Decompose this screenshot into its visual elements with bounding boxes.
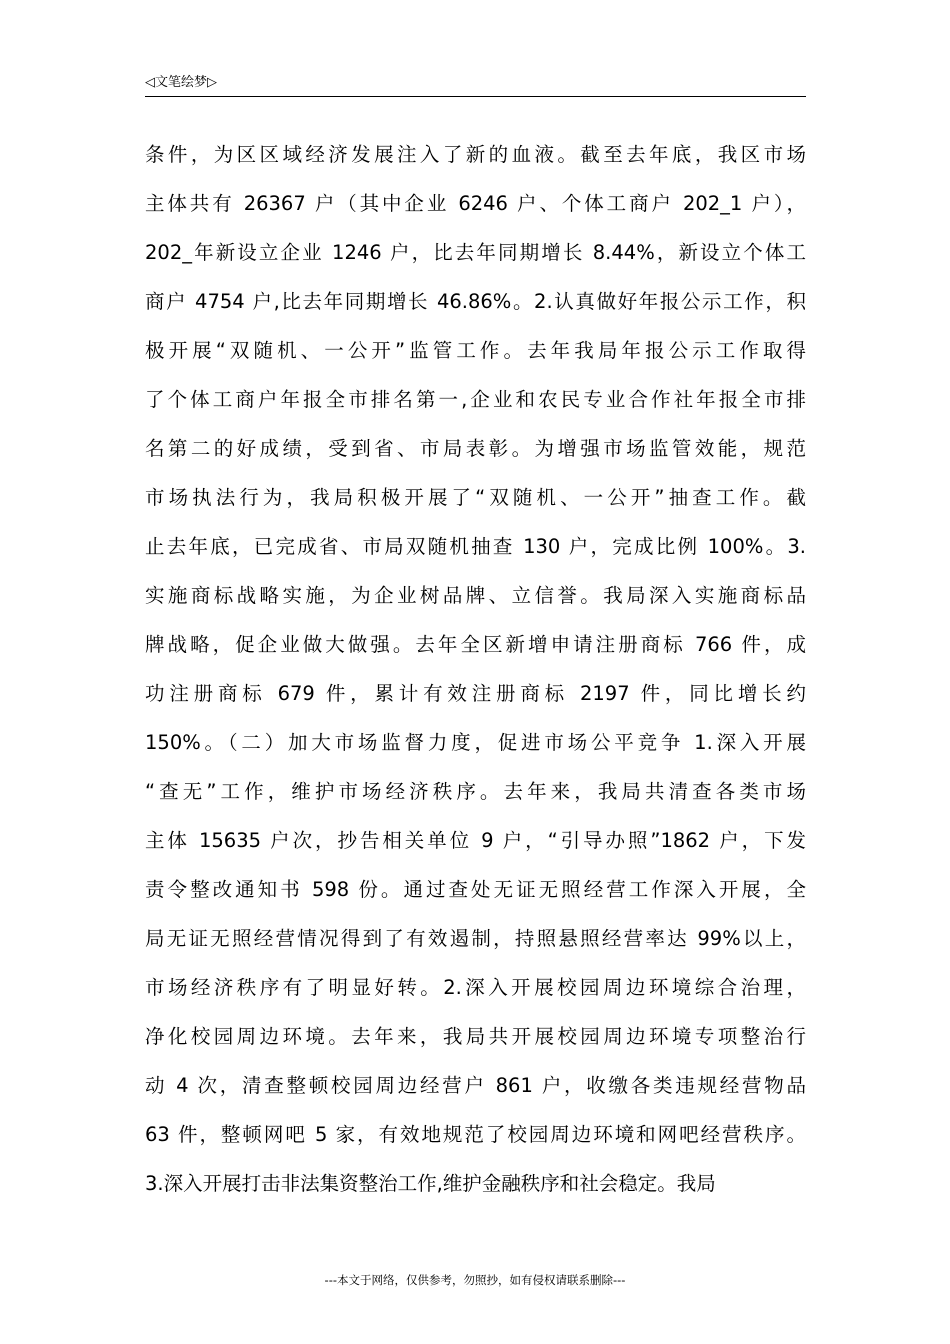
page-header bbox=[145, 72, 806, 98]
text-line: 牌战略，促企业做大做强。去年全区新增申请注册商标 766 件，成 bbox=[145, 633, 806, 656]
text-line: 63 件，整顿网吧 5 家，有效地规范了校园周边环境和网吧经营秩序。 bbox=[145, 1123, 806, 1146]
text-line: 市场执法行为，我局积极开展了“双随机、一公开”抽查工作。截 bbox=[145, 486, 806, 509]
header-divider bbox=[145, 96, 806, 97]
text-line: 责令整改通知书 598 份。通过查处无证无照经营工作深入开展，全 bbox=[145, 878, 806, 901]
text-line: 主体共有 26367 户（其中企业 6246 户、个体工商户 202_1 户）， bbox=[145, 192, 806, 215]
text-line: 动 4 次，清查整顿校园周边经营户 861 户，收缴各类违规经营物品 bbox=[145, 1074, 806, 1097]
text-line: 商户 4754 户,比去年同期增长 46.86%。2.认真做好年报公示工作，积 bbox=[145, 290, 806, 313]
text-line: 实施商标战略实施，为企业树品牌、立信誉。我局深入实施商标品 bbox=[145, 584, 806, 607]
text-line: 极开展“双随机、一公开”监管工作。去年我局年报公示工作取得 bbox=[145, 339, 806, 362]
text-line: 主体 15635 户次，抄告相关单位 9 户，“引导办照”1862 户，下发 bbox=[145, 829, 806, 852]
text-line: 市场经济秩序有了明显好转。2.深入开展校园周边环境综合治理， bbox=[145, 976, 806, 999]
text-line: 3.深入开展打击非法集资整治工作,维护金融秩序和社会稳定。我局 bbox=[145, 1172, 716, 1195]
document-body bbox=[145, 130, 806, 1208]
text-line: 局无证无照经营情况得到了有效遏制，持照悬照经营率达 99%以上， bbox=[145, 927, 806, 950]
text-line: 了个体工商户年报全市排名第一,企业和农民专业合作社年报全市排 bbox=[145, 388, 806, 411]
text-line: 条件，为区区域经济发展注入了新的血液。截至去年底，我区市场 bbox=[145, 143, 806, 166]
brand-label: ◁文笔绘梦▷ bbox=[145, 75, 217, 90]
text-line: 202_年新设立企业 1246 户，比去年同期增长 8.44%，新设立个体工 bbox=[145, 241, 806, 264]
text-line: 150%。（二）加大市场监督力度，促进市场公平竞争 1.深入开展 bbox=[145, 731, 806, 754]
text-line: 净化校园周边环境。去年来，我局共开展校园周边环境专项整治行 bbox=[145, 1025, 806, 1048]
text-line: 功注册商标 679 件，累计有效注册商标 2197 件，同比增长约 bbox=[145, 682, 806, 705]
page-footer: ---本文于网络，仅供参考，勿照抄，如有侵权请联系删除--- bbox=[324, 1273, 626, 1287]
text-line: “查无”工作，维护市场经济秩序。去年来，我局共清查各类市场 bbox=[145, 780, 806, 803]
text-line: 止去年底，已完成省、市局双随机抽查 130 户，完成比例 100%。3. bbox=[145, 535, 806, 558]
text-line: 名第二的好成绩，受到省、市局表彰。为增强市场监管效能，规范 bbox=[145, 437, 806, 460]
